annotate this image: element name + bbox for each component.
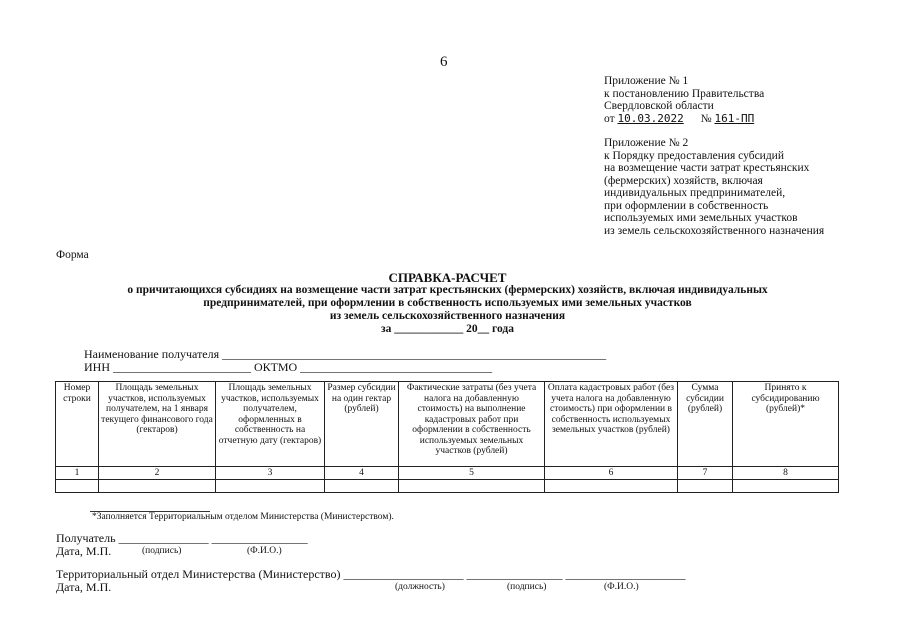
table-cell xyxy=(399,480,545,493)
table-cell xyxy=(678,480,733,493)
title-line: о причитающихся субсидиях на возмещение части затрат крестьянских (фермерских) хозяйств, включая индивидуальных xyxy=(127,284,768,296)
document-heading: СПРАВКА-РАСЧЕТ xyxy=(388,270,507,285)
column-number: 4 xyxy=(325,467,399,480)
signature-caption: (подпись) xyxy=(142,546,182,556)
column-number: 3 xyxy=(216,467,325,480)
signature-caption: (подпись) xyxy=(507,582,547,592)
column-number: 1 xyxy=(56,467,99,480)
appendix-2-line: используемых ими земельных участков xyxy=(604,212,798,224)
column-number: 6 xyxy=(545,467,678,480)
appendix-2-line: Приложение № 2 xyxy=(604,137,689,149)
column-header: Размер субсидии на один гектар (рублей) xyxy=(325,382,399,467)
column-header: Оплата кадастровых работ (без учета налога на добавленную стоимость) при оформлении в собственность используемых земельных участков (рублей) xyxy=(545,382,678,467)
table-cell xyxy=(56,480,99,493)
appendix-1-date-line xyxy=(604,113,894,126)
table-header-row xyxy=(56,382,839,467)
table-cell xyxy=(216,480,325,493)
appendix-1-line: Свердловской области xyxy=(604,100,714,112)
resolution-date: 10.03.2022 xyxy=(617,111,684,125)
appendix-1-line: Приложение № 1 xyxy=(604,75,689,87)
position-caption: (должность) xyxy=(395,582,445,592)
number-prefix: № xyxy=(700,112,712,125)
recipient-signature-line: Получатель _______________ ________________ xyxy=(56,531,308,545)
appendix-2-line: из земель сельскохозяйственного назначения xyxy=(604,224,825,237)
appendix-2-line: к Порядку предоставления субсидий xyxy=(604,149,784,162)
footnote: *Заполняется Территориальным отделом Министерства (Министерством). xyxy=(92,512,394,522)
table-cell xyxy=(733,480,839,493)
title-period: за ____________ 20__ года xyxy=(381,323,514,335)
appendix-2-line: при оформлении в собственность xyxy=(604,199,769,212)
column-header: Принято к субсидированию (рублей)* xyxy=(733,382,839,467)
recipient-name-line: Наименование получателя ________________________________________________________________ xyxy=(84,347,607,361)
column-header: Площадь земельных участков, используемых получателем, оформленных в собственность на отчетную дату (гектаров) xyxy=(216,382,325,467)
fio-caption: (Ф.И.О.) xyxy=(247,546,282,556)
appendix-2-line: (фермерских) хозяйств, включая xyxy=(604,174,763,187)
table-cell xyxy=(99,480,216,493)
table-number-row xyxy=(56,467,839,480)
title-line: из земель сельскохозяйственного назначения xyxy=(329,310,566,322)
column-number: 8 xyxy=(733,467,839,480)
table-cell xyxy=(545,480,678,493)
resolution-number: 161-ПП xyxy=(714,111,755,125)
page-number: 6 xyxy=(440,54,448,70)
inn-oktmo-line: ИНН _______________________ ОКТМО ________________________________ xyxy=(84,360,493,374)
column-number: 5 xyxy=(399,467,545,480)
form-label: Форма xyxy=(56,249,89,261)
table-cell xyxy=(325,480,399,493)
document-title xyxy=(40,271,855,336)
table-row xyxy=(56,480,839,493)
column-number: 2 xyxy=(99,467,216,480)
territorial-office-signature-line: Территориальный отдел Министерства (Министерство) ____________________ ________________ ____________________ xyxy=(56,567,686,581)
date-stamp-label: Дата, М.П. xyxy=(56,580,112,594)
calculation-table xyxy=(55,381,839,493)
column-header: Номер строки xyxy=(56,382,99,467)
column-header: Площадь земельных участков, используемых получателем, на 1 января текущего финансового года (гектаров) xyxy=(99,382,216,467)
date-prefix: от xyxy=(604,112,615,125)
column-header: Сумма субсидии (рублей) xyxy=(678,382,733,467)
appendix-1-line: к постановлению Правительства xyxy=(604,87,765,100)
column-header: Фактические затраты (без учета налога на добавленную стоимость) на выполнение кадастровых работ при оформлении в собственность используемых земельных участков (рублей) xyxy=(399,382,545,467)
appendix-2-line: на возмещение части затрат крестьянских xyxy=(604,162,810,174)
date-stamp-label: Дата, М.П. xyxy=(56,544,112,558)
column-number: 7 xyxy=(678,467,733,480)
title-line: предпринимателей, при оформлении в собственность используемых ими земельных участков xyxy=(203,297,692,309)
appendix-2-block xyxy=(604,137,894,237)
appendix-2-line: индивидуальных предпринимателей, xyxy=(604,187,786,199)
appendix-1-block xyxy=(604,75,894,125)
fio-caption: (Ф.И.О.) xyxy=(604,582,639,592)
